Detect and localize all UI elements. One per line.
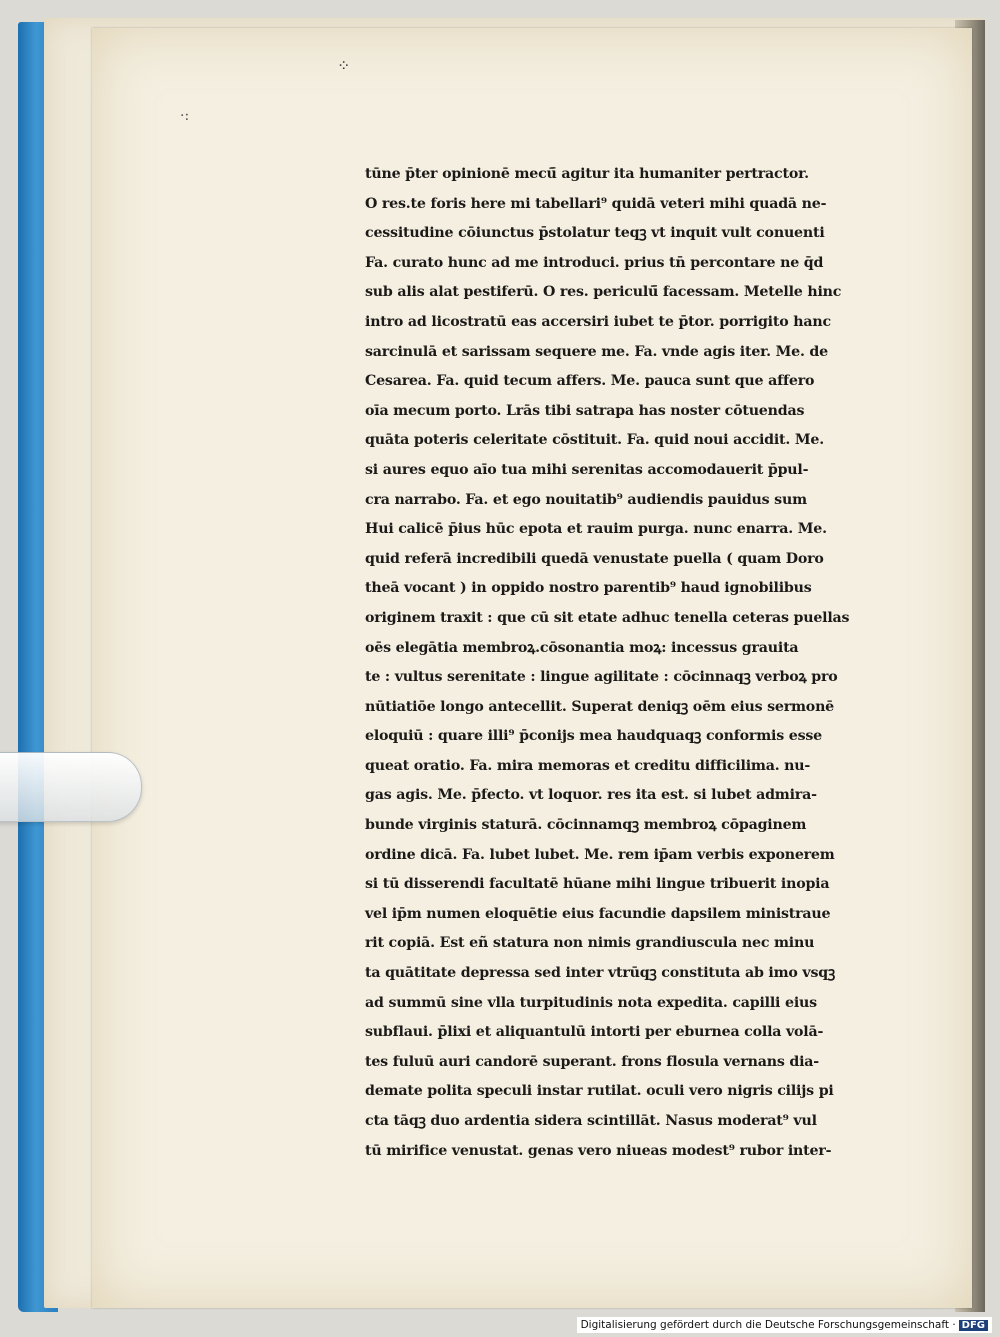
text-line: Fa. curato hunc ad me introduci. prius tn̄ percontare ne q̄d — [365, 254, 824, 271]
text-line: subflaui. p̄lixi et aliquantulū intorti per eburnea colla volā- — [365, 1024, 824, 1041]
text-line: gas agis. Me. p̄fecto. vt loquor. res ita est. si lubet admira- — [365, 787, 817, 804]
text-line: rit copiā. Est eñ statura non nimis grandiuscula nec minu — [365, 935, 815, 952]
text-line: quid referā incredibili quedā venustate puella ( quam Doro — [365, 550, 824, 567]
text-line: cessitudine cōiunctus p̄stolatur teqꝫ vt inquit vult conuenti — [365, 225, 825, 242]
text-line: eloquiū : quare illi⁹ p̄conijs mea haudquaqꝫ conformis esse — [365, 728, 822, 745]
text-line: si aures equo aīo tua mihi serenitas accomodauerit p̄pul- — [365, 461, 809, 478]
printed-text-block — [365, 160, 910, 1166]
text-line: theā vocant ) in oppido nostro parentib⁹ haud ignobilibus — [365, 580, 812, 597]
text-line: queat oratio. Fa. mira memoras et creditu difficilima. nu- — [365, 757, 811, 774]
text-line: Hui calicē p̄ius hūc epota et rauim purga. nunc enarra. Me. — [365, 521, 827, 538]
text-line: ordine dicā. Fa. lubet lubet. Me. rem ip̄am verbis exponerem — [365, 846, 835, 863]
text-line: si tū disserendi facultatē hūane mihi lingue tribuerit inopia — [365, 876, 830, 893]
text-line: tūne p̄ter opinionē mecū̄ agitur ita humaniter pertractor. — [365, 166, 809, 182]
text-line: nūtiatiōe longo antecellit. Superat deniqꝫ oēm eius sermonē — [365, 698, 835, 715]
text-line: oīa mecum porto. Lrās tibi satrapa has noster cōtuendas — [365, 402, 805, 419]
text-line: cra narrabo. Fa. et ego nouitatib⁹ audiendis pauidus sum — [365, 491, 807, 508]
text-line: bunde virginis staturā. cōcinnamqꝫ membroꝝ cōpaginem — [365, 817, 807, 834]
text-line: tū mirifice venustat. genas vero niueas modest⁹ rubor inter- — [365, 1142, 832, 1159]
text-line: originem traxit : que cū sit etate adhuc tenella ceteras puellas — [365, 609, 850, 626]
text-line: te : vultus serenitate : lingue agilitate : cōcinnaqꝫ verboꝝ pro — [365, 669, 838, 686]
plastic-page-clip — [0, 752, 142, 822]
text-line: ad summū sine vlla turpitudinis nota expedita. capilli eius — [365, 994, 817, 1011]
text-line: vel ip̄m numen eloquētie eius facundie dapsilem ministraue — [365, 905, 831, 922]
text-line: sub alis alat pestiferū. O res. periculū̄ facessam. Metelle hinc — [365, 284, 842, 301]
text-line: tes fuluū auri candorē superant. frons flosula vernans dia- — [365, 1053, 819, 1070]
digitization-footer — [577, 1317, 992, 1333]
text-line: cta tāqꝫ duo ardentia sidera scintillāt. Nasus moderat⁹ vul — [365, 1113, 817, 1129]
text-line: ta quātitate depressa sed inter vtrūqꝫ constituta ab imo vsqꝫ — [365, 965, 836, 982]
dfg-logo: DFG — [959, 1320, 988, 1331]
page-stain-mark: ⁘ — [337, 56, 351, 75]
page-stain-mark-2: ·: — [180, 108, 190, 124]
text-line: O res.te foris here mi tabellari⁹ quidā veteri mihi quadā ne- — [365, 195, 827, 212]
text-line: oēs elegātia membroꝝ.cōsonantia moꝝ: incessus grauita — [365, 639, 799, 656]
footer-text: Digitalisierung gefördert durch die Deutsche Forschungsgemeinschaft · — [580, 1319, 956, 1331]
text-line: intro ad licostratū eas accersiri iubet te p̄tor. porrigito hanc — [365, 313, 831, 330]
text-line: sarcinulā et sarissam sequere me. Fa. vnde agis iter. Me. de — [365, 343, 828, 360]
text-line: quāta poteris celeritate cōstituit. Fa. quid noui accidit. Me. — [365, 432, 824, 449]
text-line: Cesarea. Fa. quid tecum affers. Me. pauca sunt que affero — [365, 373, 815, 390]
text-line: demate polita speculi instar rutilat. oculi vero nigris cilijs pi — [365, 1083, 834, 1100]
